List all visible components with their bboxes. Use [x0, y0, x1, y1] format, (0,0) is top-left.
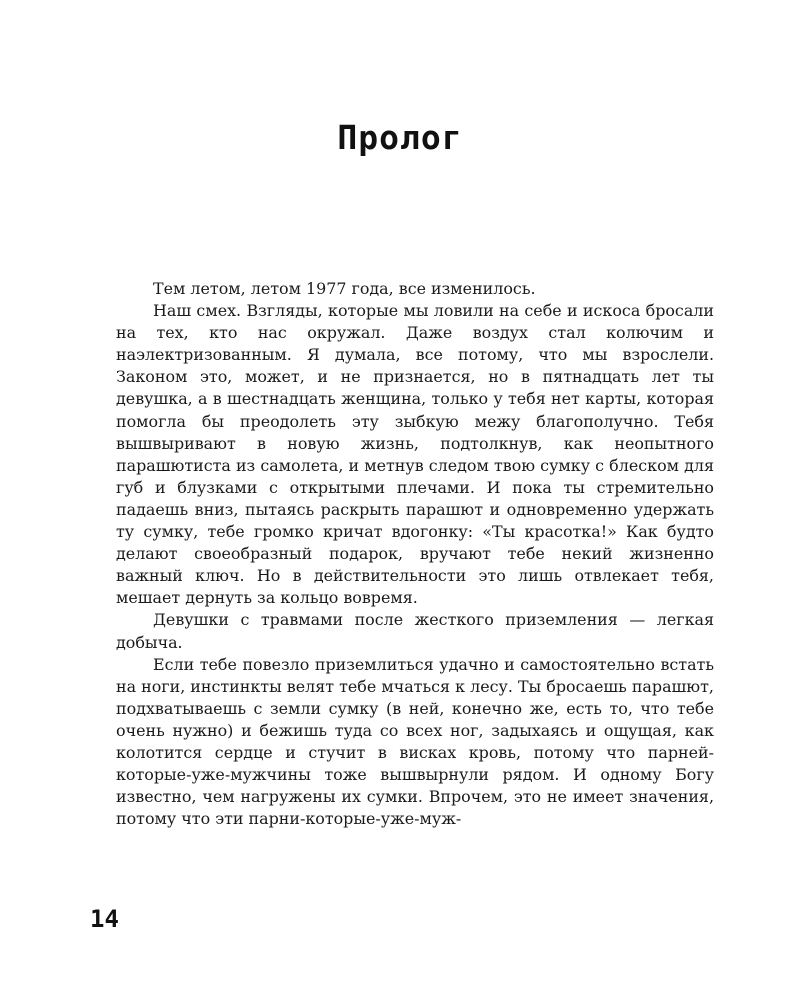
body-text: [116, 278, 714, 830]
paragraph: Девушки с травмами после жесткого приземления — легкая добыча.: [116, 610, 714, 652]
page-number: 14: [90, 905, 119, 933]
chapter-title: Пролог: [337, 118, 463, 157]
paragraph: Если тебе повезло приземлиться удачно и самостоятельно встать на ноги, инстинкты велят тебе мчаться к лесу. Ты бросаешь парашют, подхватываешь с земли сумку (в ней, конечно же, есть то, что тебе очень нужно) и бежишь туда со всех ног, задыхаясь и ощущая, как колотится сердце и стучит в висках кровь, потому что парней-которые-уже-мужчины тоже вышвырнули рядом. И одному Богу известно, чем нагружены их сумки. Впрочем, это не имеет значения, потому что эти парни-которые-уже-муж-: [116, 654, 714, 829]
paragraph: Наш смех. Взгляды, которые мы ловили на себе и искоса бросали на тех, кто нас окружал. Даже воздух стал колючим и наэлектризованным. Я думала, все потому, что мы взрослели. Законом это, может, и не признается, но в пятнадцать лет ты девушка, а в шестнадцать женщина, только у тебя нет карты, которая помогла бы преодолеть эту зыбкую межу благополучно. Тебя вышвыривают в новую жизнь, подтолкнув, как неопытного парашютиста из самолета, и метнув следом твою сумку с блеском для губ и блузками с открытыми плечами. И пока ты стремительно падаешь вниз, пытаясь раскрыть парашют и одновременно удержать ту сумку, тебе громко кричат вдогонку: «Ты красотка!» Как будто делают своеобразный подарок, вручают тебе некий жизненно важный ключ. Но в действительности это лишь отвлекает тебя, мешает дернуть за кольцо вовремя.: [116, 301, 714, 608]
paragraph: Тем летом, летом 1977 года, все изменилось.: [153, 279, 536, 298]
